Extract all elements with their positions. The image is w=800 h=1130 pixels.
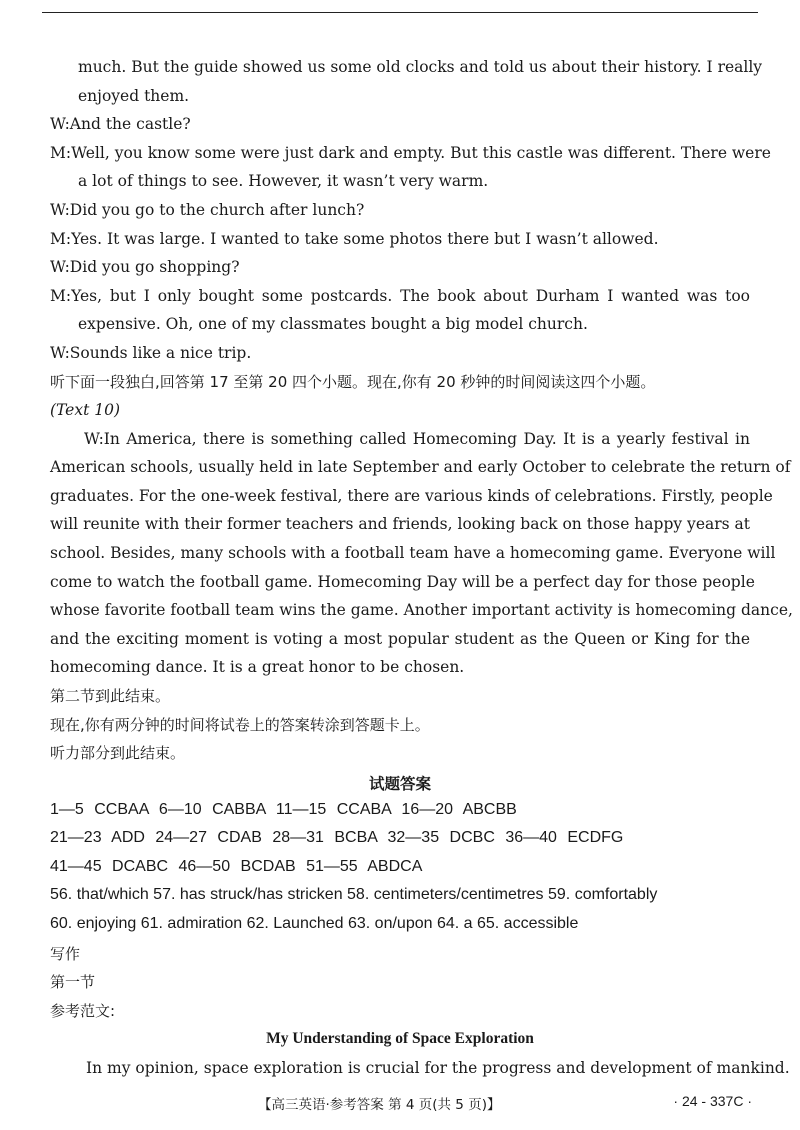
text10-label: (Text 10) [50, 401, 121, 419]
monologue-line: American schools, usually held in late September and early October to celebrate the return of [50, 458, 791, 476]
dialogue-line: much. But the guide showed us some old clocks and told us about their history. I really [78, 58, 763, 76]
top-rule [42, 12, 758, 13]
section1-label: 第一节 [50, 973, 96, 991]
dialogue-line: W:Did you go to the church after lunch? [50, 201, 365, 219]
sample-label: 参考范文: [50, 1002, 116, 1020]
dialogue-line: W:Did you go shopping? [50, 258, 240, 276]
answer-line: 41—45 DCABC 46—50 BCDAB 51—55 ABDCA [50, 858, 423, 875]
closing-line: 听力部分到此结束。 [50, 744, 186, 762]
dialogue-line: M:Yes. It was large. I wanted to take some photos there but I wasn’t allowed. [50, 230, 659, 248]
dialogue-line: M:Yes, but I only bought some postcards. The book about Durham I wanted was too [50, 287, 750, 305]
monologue-line: come to watch the football game. Homecoming Day will be a perfect day for those people [50, 573, 755, 591]
instruction-text10: 听下面一段独白,回答第 17 至第 20 四个小题。现在,你有 20 秒钟的时间阅读这四个小题。 [50, 373, 656, 391]
dialogue-line: expensive. Oh, one of my classmates bought a big model church. [78, 315, 588, 333]
monologue-line: will reunite with their former teachers and friends, looking back on those happy years at [50, 515, 750, 533]
closing-line: 第二节到此结束。 [50, 687, 171, 705]
monologue-line: and the exciting moment is voting a most popular student as the Queen or King for the [50, 630, 750, 648]
answer-line: 56. that/which 57. has struck/has stricken 58. centimeters/centimetres 59. comfortably [50, 886, 658, 903]
answer-line: 60. enjoying 61. admiration 62. Launched 63. on/upon 64. a 65. accessible [50, 915, 579, 932]
monologue-line: school. Besides, many schools with a football team have a homecoming game. Everyone will [50, 544, 776, 562]
footer-page-info: 【高三英语·参考答案 第 4 页(共 5 页)】 [258, 1097, 501, 1113]
answer-line: 1—5 CCBAA 6—10 CABBA 11—15 CCABA 16—20 ABCBB [50, 801, 517, 818]
essay-title: My Understanding of Space Exploration [266, 1030, 534, 1047]
dialogue-line: M:Well, you know some were just dark and empty. But this castle was different. There were [50, 144, 771, 162]
dialogue-line: enjoyed them. [78, 87, 190, 105]
monologue-line: homecoming dance. It is a great honor to be chosen. [50, 658, 465, 676]
monologue-line: W:In America, there is something called Homecoming Day. It is a yearly festival in [84, 430, 750, 448]
dialogue-line: a lot of things to see. However, it wasn’t very warm. [78, 172, 489, 190]
answer-line: 21—23 ADD 24—27 CDAB 28—31 BCBA 32—35 DCBC 36—40 ECDFG [50, 829, 624, 846]
essay-line: In my opinion, space exploration is crucial for the progress and development of mankind. [86, 1059, 790, 1077]
monologue-line: whose favorite football team wins the game. Another important activity is homecoming dance, [50, 601, 793, 619]
closing-line: 现在,你有两分钟的时间将试卷上的答案转涂到答题卡上。 [50, 716, 430, 734]
answers-heading: 试题答案 [368, 775, 431, 793]
dialogue-line: W:And the castle? [50, 115, 191, 133]
writing-label: 写作 [50, 945, 81, 963]
dialogue-line: W:Sounds like a nice trip. [50, 344, 252, 362]
monologue-line: graduates. For the one-week festival, there are various kinds of celebrations. Firstly, people [50, 487, 773, 505]
footer-code: · 24 - 337C · [673, 1093, 752, 1109]
